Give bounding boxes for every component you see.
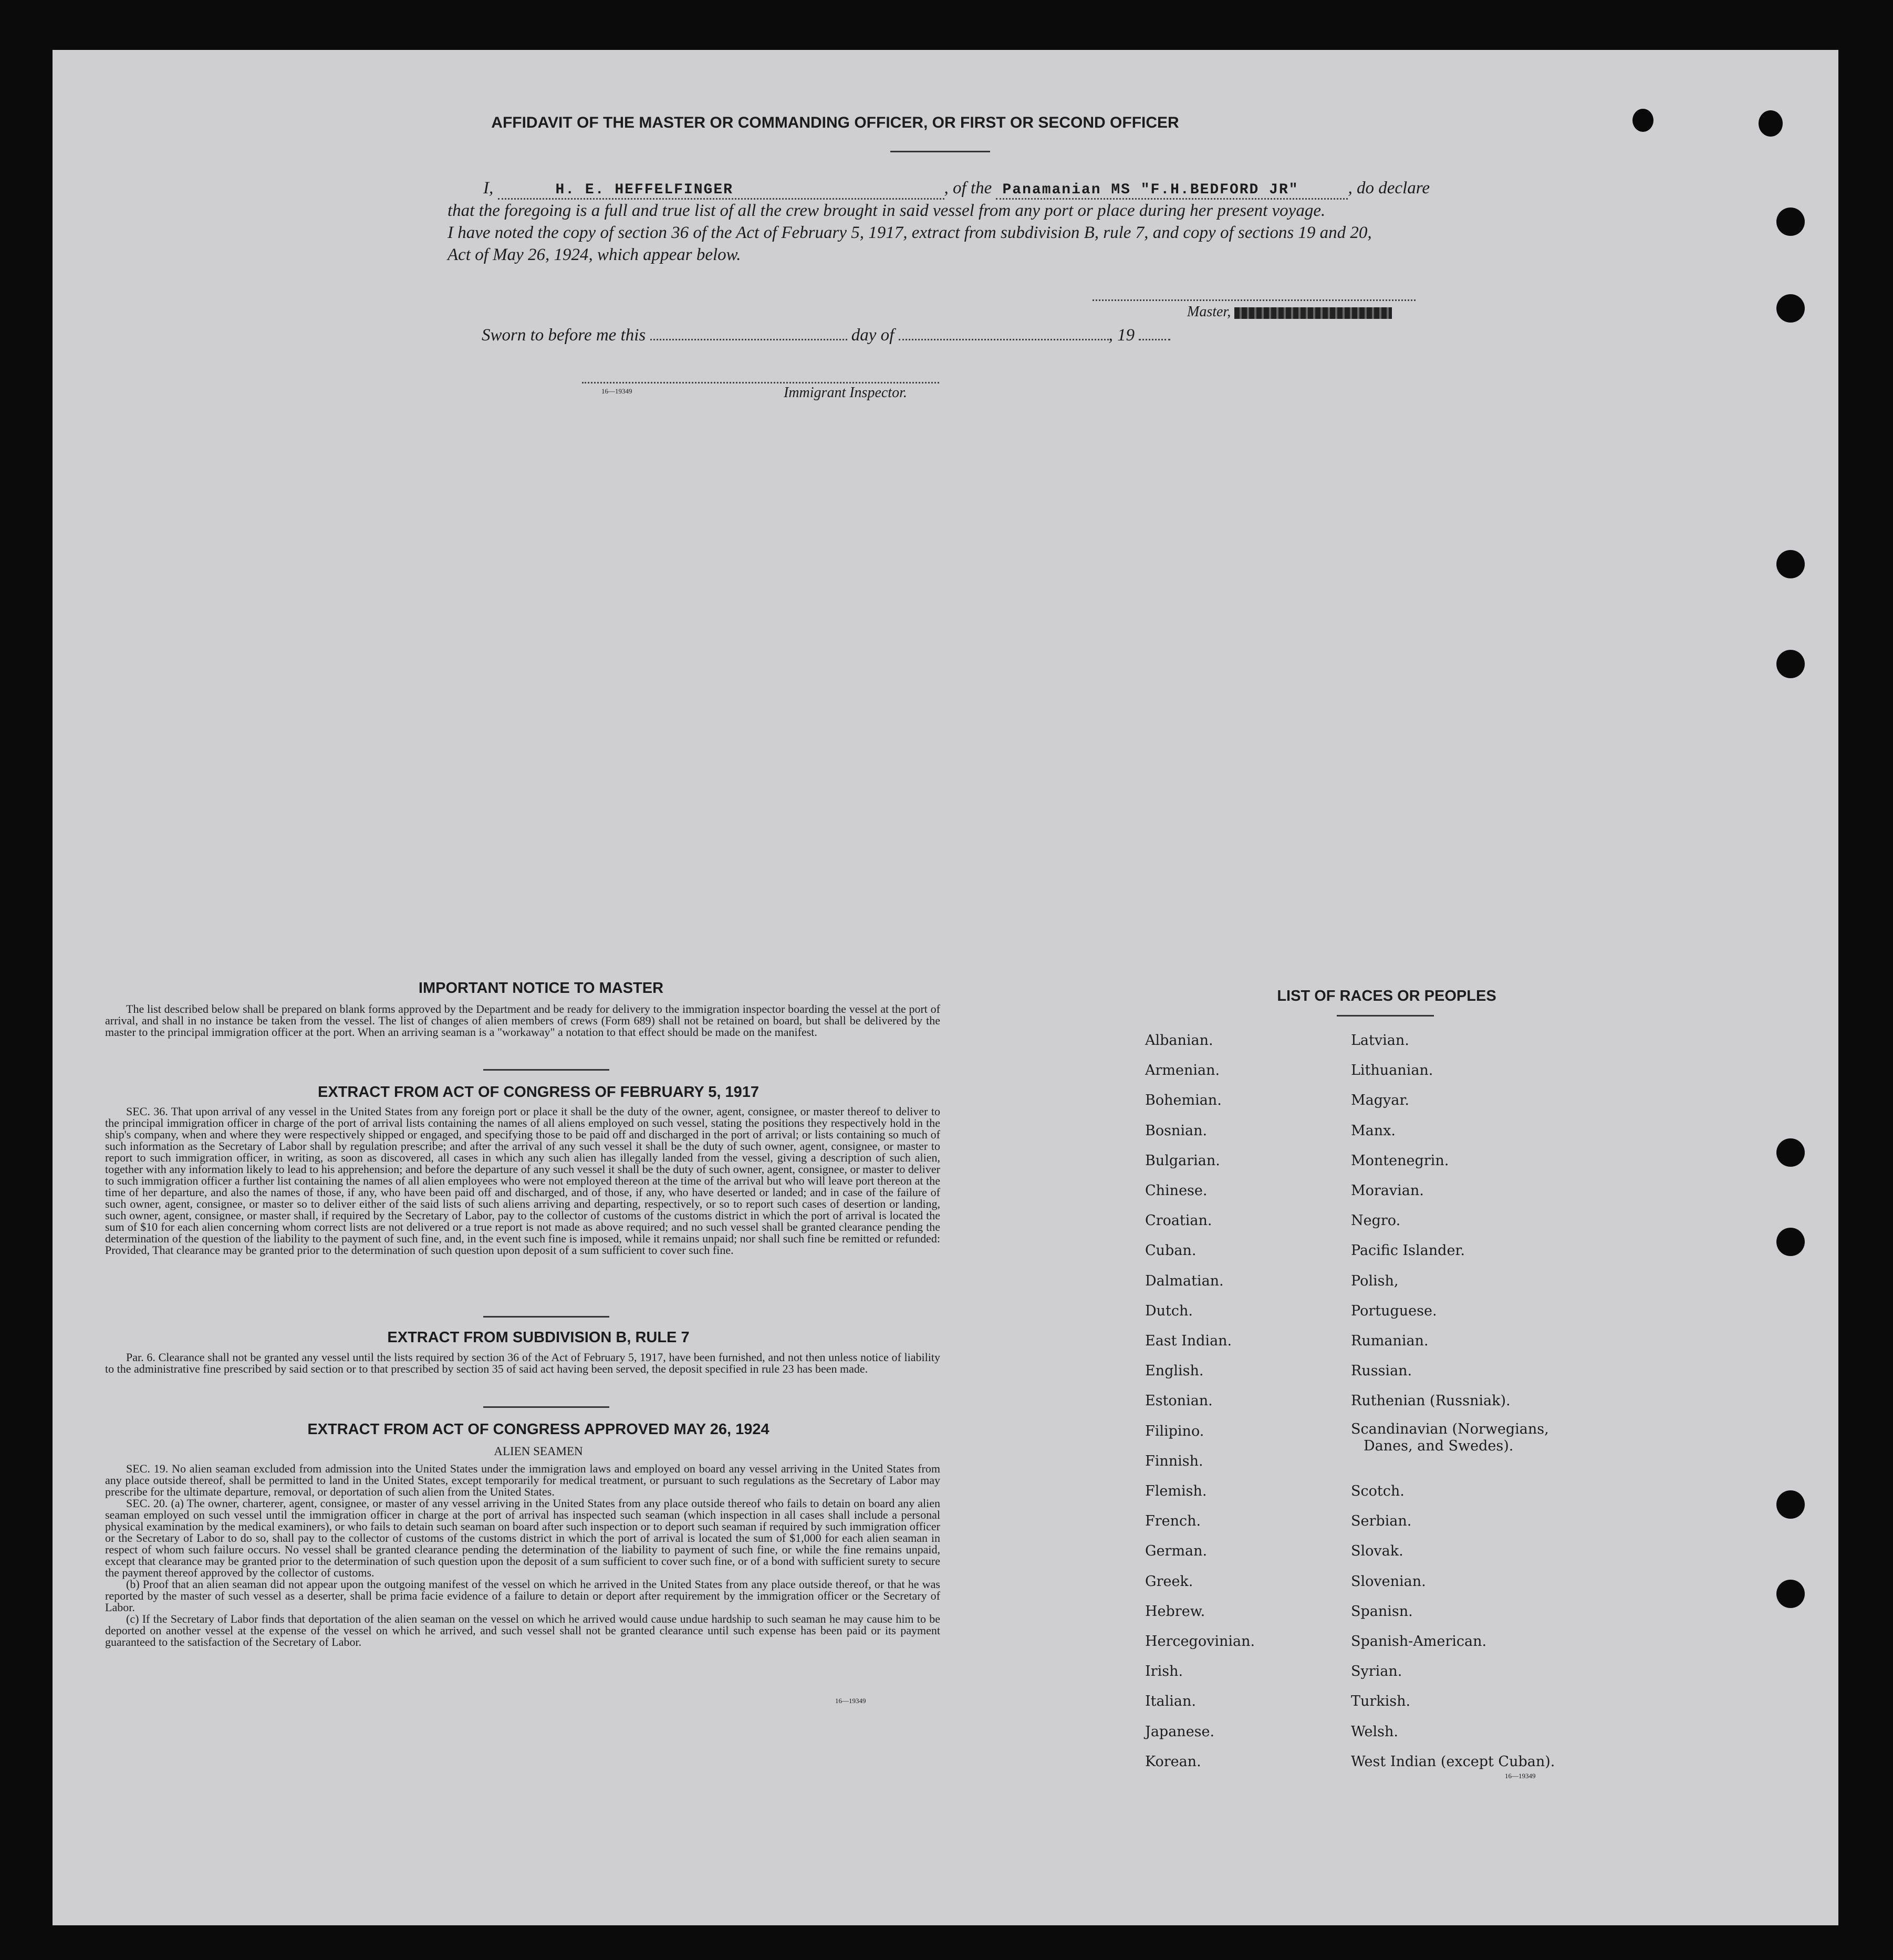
race-item: Latvian. [1351, 1032, 1409, 1049]
master-signature-line [1093, 299, 1416, 301]
section-19-paragraph: SEC. 19. No alien seaman excluded from admission into the United States under the immigration laws and employed on board any vessel arriving in the United States from any place outside thereof, shall be permitted to land in the United States, except temporarily for medical treatment, or pursuant to such regulations as the Secretary of Labor may prescribe for the ultimate departure, removal, or deportation of such alien from the United States. [105, 1462, 940, 1498]
race-item: Albanian. [1145, 1032, 1213, 1049]
race-item: Chinese. [1145, 1183, 1208, 1199]
races-title: LIST OF RACES OR PEOPLES [1277, 988, 1496, 1004]
race-item: Syrian. [1351, 1663, 1402, 1679]
sworn-date-field[interactable] [650, 339, 847, 340]
race-item: Cuban. [1145, 1242, 1197, 1259]
notice-paragraph: The list described below shall be prepared on blank forms approved by the Department and be ready for delivery to the immigration inspector boarding the vessel at the port of arrival, and shall in no instance be taken from the vessel. The list of changes of alien members of crews (Form 689) shall not be retained on board, but shall be delivered by the master to the principal immigration officer at the port. When an arriving seaman is a "workaway" a notation to that effect should be made on the manifest. [105, 1002, 940, 1039]
race-item: German. [1145, 1543, 1208, 1559]
race-item: Spanish-American. [1351, 1633, 1487, 1650]
race-item: English. [1145, 1363, 1204, 1379]
affidavit-line-3: I have noted the copy of section 36 of the Act of February 5, 1917, extract from subdivision B, rule 7, and copy of sections 19 and 20, [448, 223, 1372, 242]
race-item: Ruthenian (Russniak). [1351, 1393, 1511, 1409]
race-item: Greek. [1145, 1573, 1193, 1590]
vessel-name: Panamanian MS "F.H.BEDFORD JR" [1002, 182, 1299, 198]
section-20c-paragraph: (c) If the Secretary of Labor finds that deportation of the alien seaman on the vessel on which he arrived would cause undue hardship to such seaman he may cause him to be deported on another vessel at the expense of the vessel on which he arrived, and such vessel shall not be granted clearance until such expense has been paid or its payment guaranteed to the satisfaction of the Secretary of Labor. [105, 1612, 940, 1648]
par-6-paragraph: Par. 6. Clearance shall not be granted any vessel until the lists required by section 36 of the Act of February 5, 1917, have been furnished, and not then unless notice of liability to the administrative fine prescribed by said section or to that prescribed by section 35 of said act having been served, the deposit specified in rule 23 has been made. [105, 1351, 940, 1375]
punch-hole [1776, 1138, 1805, 1167]
notice-text [105, 1003, 940, 1038]
race-item: Lithuanian. [1351, 1062, 1433, 1078]
section-20a-paragraph: SEC. 20. (a) The owner, charterer, agent, consignee, or master of any vessel arriving in the United States from any place outside thereof who fails to detain on board any alien seaman employed on such vessel until the immigration officer in charge at the port of arrival has inspected such seaman (which inspection in all cases shall include a personal physical examination by the medical examiners), or who fails to detain such seaman on board after such inspection or to deport such seaman if required by such immigration officer or the Secretary of Labor to do so, shall pay to the collector of customs of the customs district in which the port of arrival is located the sum of $1,000 for each alien seaman in respect of whom such failure occurs. No vessel shall be granted clearance pending the determination of the liability to payment of such fine, or while the fine remains unpaid, except that clearance may be granted prior to the determination of such question upon the deposit of a sum sufficient to cover such fine, or of a bond with sufficient surety to secure the payment thereof approved by the collector of customs. [105, 1497, 940, 1579]
extract-1917-text [105, 1106, 940, 1256]
race-item: Hercegovinian. [1145, 1633, 1255, 1650]
race-item: West Indian (except Cuban). [1351, 1754, 1555, 1770]
form-number: 16—19349 [835, 1697, 866, 1705]
divider [1337, 1015, 1434, 1017]
race-item: Japanese. [1145, 1724, 1215, 1740]
race-item: Portuguese. [1351, 1303, 1437, 1319]
race-item: Flemish. [1145, 1483, 1207, 1499]
divider [890, 151, 990, 152]
subdivision-b-text [105, 1352, 940, 1375]
extract-1924-text [105, 1463, 940, 1648]
master-name-field [498, 179, 944, 200]
race-item: Negro. [1351, 1212, 1401, 1229]
race-item: Magyar. [1351, 1092, 1409, 1108]
race-item: Irish. [1145, 1663, 1183, 1679]
race-item: Scandinavian (Norwegians, [1351, 1421, 1549, 1437]
race-item: Bulgarian. [1145, 1153, 1220, 1169]
form-number: 16—19349 [601, 387, 632, 395]
punch-hole [1776, 650, 1805, 678]
race-item: Bosnian. [1145, 1123, 1208, 1139]
race-item: Danes, and Swedes). [1364, 1438, 1514, 1454]
punch-hole [1776, 1580, 1805, 1608]
race-item: Scotch. [1351, 1483, 1405, 1499]
punch-hole [1776, 1490, 1805, 1519]
document-page [53, 50, 1838, 1925]
race-item: Armenian. [1145, 1062, 1220, 1078]
form-number: 16—19349 [1505, 1772, 1536, 1780]
race-item: Spanisn. [1351, 1603, 1413, 1620]
day-of-label: day of [851, 326, 895, 345]
race-item: Slovenian. [1351, 1573, 1426, 1590]
inspector-signature-line [582, 382, 939, 383]
punch-hole [1776, 1228, 1805, 1256]
alien-seamen-subtitle: ALIEN SEAMEN [494, 1445, 583, 1458]
race-item: Pacific Islander. [1351, 1242, 1465, 1259]
race-item: Slovak. [1351, 1543, 1403, 1559]
punch-hole [1776, 550, 1805, 578]
race-item: Dalmatian. [1145, 1273, 1224, 1289]
race-item: Rumanian. [1351, 1333, 1429, 1349]
punch-hole [1632, 109, 1653, 132]
affidavit-line-2: that the foregoing is a full and true list of all the crew brought in said vessel from any port or place during her present voyage. [448, 201, 1326, 220]
race-item: East Indian. [1145, 1333, 1232, 1349]
master-label-text: Master, [1187, 304, 1231, 320]
year-label: , 19 [1108, 326, 1135, 345]
divider [483, 1069, 609, 1071]
race-item: Italian. [1145, 1693, 1196, 1709]
punch-hole [1759, 110, 1783, 137]
race-item: Finnish. [1145, 1453, 1203, 1469]
race-item: Dutch. [1145, 1303, 1193, 1319]
race-item: Korean. [1145, 1754, 1201, 1770]
section-20b-paragraph: (b) Proof that an alien seaman did not appear upon the outgoing manifest of the vessel on which he arrived in the United States from any place outside thereof, or that he was reported by the master of such vessel as a deserter, shall be prima facie evidence of a failure to detain or deport after requirement by the immigration officer or the Secretary of Labor. [105, 1578, 940, 1614]
inspector-label: Immigrant Inspector. [784, 385, 907, 401]
race-item: Russian. [1351, 1363, 1412, 1379]
race-item: Moravian. [1351, 1183, 1424, 1199]
do-declare-label: , do declare [1348, 179, 1430, 198]
divider [483, 1406, 609, 1408]
punch-hole [1776, 208, 1805, 236]
sworn-line [482, 326, 1170, 345]
year-field[interactable] [1139, 339, 1170, 340]
affidavit-title: AFFIDAVIT OF THE MASTER OR COMMANDING OFFICER, OR FIRST OR SECOND OFFICER [491, 114, 1179, 131]
race-item: Croatian. [1145, 1212, 1212, 1229]
extract-1917-title: EXTRACT FROM ACT OF CONGRESS OF FEBRUARY 5, 1917 [317, 1084, 760, 1101]
master-label [1187, 304, 1392, 320]
affidavit-line-4: Act of May 26, 1924, which appear below. [448, 245, 741, 264]
race-item: Welsh. [1351, 1724, 1398, 1740]
notice-title: IMPORTANT NOTICE TO MASTER [418, 980, 664, 997]
affidavit-line-1 [483, 179, 1492, 200]
punch-hole [1776, 294, 1805, 323]
race-item: French. [1145, 1513, 1201, 1529]
race-item: Filipino. [1145, 1423, 1204, 1439]
subdivision-b-title: EXTRACT FROM SUBDIVISION B, RULE 7 [387, 1329, 690, 1346]
sworn-label: Sworn to before me this [482, 326, 646, 345]
race-item: Hebrew. [1145, 1603, 1205, 1620]
extract-1924-title: EXTRACT FROM ACT OF CONGRESS APPROVED MAY 26, 1924 [307, 1421, 769, 1438]
race-item: Serbian. [1351, 1513, 1412, 1529]
vessel-field [996, 179, 1348, 200]
divider [483, 1316, 609, 1318]
master-name: H. E. HEFFELFINGER [555, 182, 733, 198]
race-item: Polish, [1351, 1273, 1399, 1289]
race-item: Manx. [1351, 1123, 1396, 1139]
i-label: I, [483, 179, 494, 198]
of-the-label: , of the [944, 179, 992, 198]
race-item: Turkish. [1351, 1693, 1411, 1709]
race-item: Montenegrin. [1351, 1153, 1449, 1169]
month-field[interactable] [899, 339, 1109, 340]
race-item: Estonian. [1145, 1393, 1213, 1409]
section-36-paragraph: SEC. 36. That upon arrival of any vessel in the United States from any foreign port or place it shall be the duty of the owner, agent, consignee, or master thereof to deliver to the principal immigration officer in charge of the port of arrival lists containing the names of all aliens employed on such vessel, stating the positions they respectively hold in the ship's company, when and where they were respectively shipped or engaged, and specifying those to be paid off and discharged in the port of arrival; or lists containing so much of such information as the Secretary of Labor shall by regulation prescribe; and after the arrival of any such vessel it shall be the duty of such owner, agent, consignee, or master to report to such immigration officer, in writing, as soon as discovered, all cases in which any such alien has illegally landed from the vessel, giving a description of such alien, together with any information likely to lead to his apprehension; and before the departure of any such vessel it shall be the duty of such owner, agent, consignee, or master to deliver to such immigration officer a further list containing the names of all alien employees who were not employed thereon at the time of the arrival but who will leave port thereon at the time of her departure, and also the names of those, if any, who have been paid off and discharged, and of those, if any, who have deserted or landed; and in case of the failure of such owner, agent, consignee, or master so to deliver either of the said lists of such aliens arriving and departing, respectively, or so to report such cases of desertion or landing, such owner, agent, consignee, or master shall, if required by the Secretary of Labor, pay to the collector of customs of the customs district in which the port of arrival is located the sum of $10 for each alien concerning whom correct lists are not delivered or a true report is not made as above required; and no such vessel shall be granted clearance pending the determination of the question of the liability to the payment of such fine, and, in the event such fine is imposed, while it remains unpaid; nor shall such fine be remitted or refunded: Provided, That clearance may be granted prior to the determination of such question upon deposit of a sum sufficient to cover such fine. [105, 1105, 940, 1257]
struck-title [1234, 307, 1392, 319]
race-item: Bohemian. [1145, 1092, 1222, 1108]
